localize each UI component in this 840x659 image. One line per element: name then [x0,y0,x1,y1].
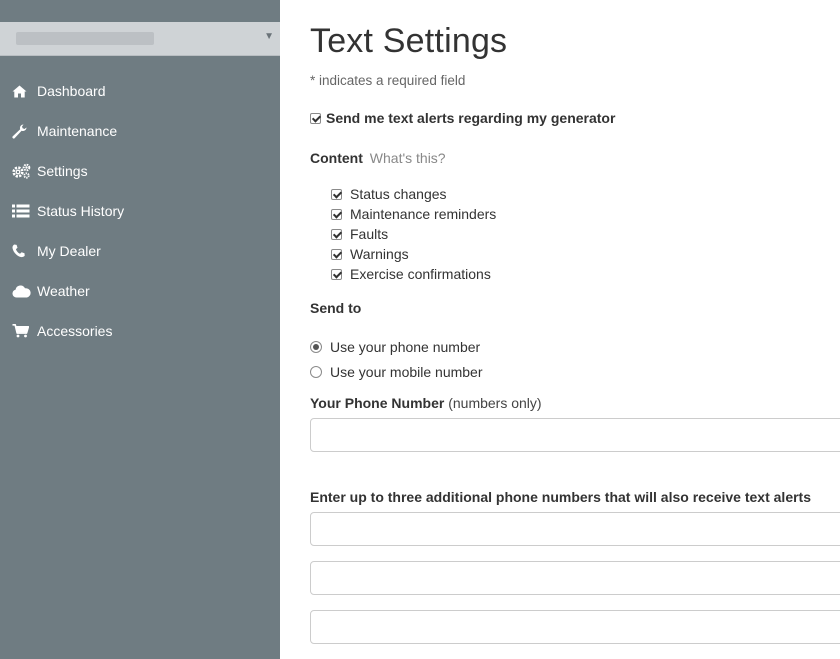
phone-icon [12,243,32,259]
exercise-confirmations-label: Exercise confirmations [350,266,491,282]
send-alerts-checkbox[interactable] [310,113,321,124]
phone-number-label-text: Your Phone Number [310,395,445,411]
send-alerts-label: Send me text alerts regarding my generator [326,110,616,126]
content-option-maintenance-reminders [331,204,496,224]
list-icon [12,203,32,219]
maintenance-reminders-checkbox[interactable] [331,209,342,220]
sidebar-item-label: Settings [37,163,88,179]
sidebar-nav [0,71,280,351]
send-to-option-mobile [310,359,483,384]
gears-icon [12,163,32,179]
exercise-confirmations-checkbox[interactable] [331,269,342,280]
content-option-faults [331,224,496,244]
use-mobile-radio[interactable] [310,366,322,378]
additional-phone-field-1[interactable] [310,512,840,546]
phone-number-field[interactable] [310,418,840,452]
wrench-icon [12,123,32,139]
sidebar-item-my-dealer[interactable] [0,231,280,271]
warnings-label: Warnings [350,246,409,262]
sidebar-item-label: My Dealer [37,243,101,259]
sidebar-item-label: Accessories [37,323,113,339]
sidebar [0,0,280,659]
sidebar-item-label: Status History [37,203,125,219]
sidebar-item-maintenance[interactable] [0,111,280,151]
content-heading [310,150,446,166]
chevron-down-icon[interactable]: ▼ [264,31,274,42]
status-changes-label: Status changes [350,186,447,202]
sidebar-item-label: Maintenance [37,123,118,139]
content-label: Content [310,150,363,166]
cloud-icon [12,283,32,299]
sidebar-item-settings[interactable] [0,151,280,191]
generator-name-redacted [16,32,154,45]
sidebar-item-dashboard[interactable] [0,71,280,111]
phone-number-label [310,395,542,411]
whats-this-link[interactable]: What's this? [369,150,446,166]
generator-select[interactable] [0,22,280,56]
content-option-exercise-confirmations [331,264,496,284]
sidebar-item-label: Weather [37,283,90,299]
use-mobile-label: Use your mobile number [330,363,483,380]
sidebar-item-weather[interactable] [0,271,280,311]
send-to-options [310,334,483,384]
send-to-heading: Send to [310,300,362,316]
faults-label: Faults [350,226,389,242]
status-changes-checkbox[interactable] [331,189,342,200]
additional-phone-field-2[interactable] [310,561,840,595]
cart-icon [12,323,32,339]
sidebar-item-status-history[interactable] [0,191,280,231]
required-field-note: * indicates a required field [310,73,466,88]
additional-numbers-label: Enter up to three additional phone numbers that will also receive text alerts [310,489,811,505]
home-icon [12,83,32,99]
maintenance-reminders-label: Maintenance reminders [350,206,497,222]
page-title: Text Settings [310,22,508,60]
content-option-warnings [331,244,496,264]
warnings-checkbox[interactable] [331,249,342,260]
additional-phone-field-3[interactable] [310,610,840,644]
send-alerts-row [310,110,615,126]
use-phone-label: Use your phone number [330,338,481,355]
use-phone-radio[interactable] [310,341,322,353]
send-to-option-phone [310,334,483,359]
content-option-status-changes [331,184,496,204]
content-options-list [331,184,496,284]
faults-checkbox[interactable] [331,229,342,240]
phone-number-hint: (numbers only) [448,395,542,411]
sidebar-item-label: Dashboard [37,83,106,99]
sidebar-item-accessories[interactable] [0,311,280,351]
